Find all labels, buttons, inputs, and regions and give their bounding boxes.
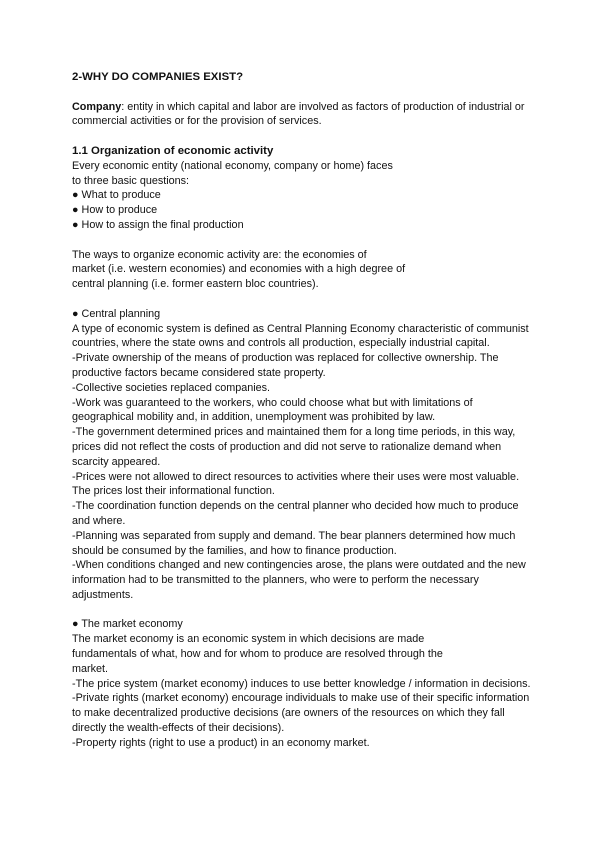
central-planning-paragraph: A type of economic system is defined as Central Planning Economy characteristic of communist countries, where the state owns and controls all production, especially industrial capital.: [72, 322, 529, 350]
bullet-item: ● What to produce: [72, 189, 161, 202]
section-heading-1-1: 1.1 Organization of economic activity: [72, 144, 274, 157]
central-planning-paragraph: -Prices were not allowed to direct resources to activities where their uses were most valuable. The prices lost their informational function.: [72, 470, 520, 498]
central-planning-paragraph: -Planning was separated from supply and demand. The bear planners determined how much should be consumed by the families, and how to finance production.: [72, 529, 516, 557]
central-planning-paragraph: -The coordination function depends on the central planner who decided how much to produce and where.: [72, 500, 519, 527]
central-planning-paragraph: -Collective societies replaced companies.: [72, 381, 271, 394]
section-line: to three basic questions:: [72, 174, 190, 187]
bullet-item: ● How to produce: [72, 204, 158, 217]
document-title: 2-WHY DO COMPANIES EXIST?: [72, 71, 244, 83]
document-page: [72, 70, 534, 751]
company-term: Company: [72, 100, 122, 113]
market-economy-paragraph: -Private rights (market economy) encourage individuals to make use of their specific information to make decentralized productive decisions (are owners of the resources on which they fall directly the wealth-effects of their decisions).: [72, 692, 530, 735]
central-planning-paragraph: -Work was guaranteed to the workers, who could choose what but with limitations of geographical mobility and, in addition, unemployment was prohibited by law.: [72, 396, 473, 424]
market-economy-heading: ● The market economy: [72, 618, 183, 631]
ways-line: central planning (i.e. former eastern bloc countries).: [72, 278, 319, 291]
ways-line: market (i.e. western economies) and economies with a high degree of: [72, 263, 406, 276]
ways-line: The ways to organize economic activity are: the economies of: [72, 248, 367, 261]
market-economy-paragraph: -Property rights (right to use a product) in an economy market.: [72, 736, 370, 749]
section-line: Every economic entity (national economy, company or home) faces: [72, 159, 393, 172]
central-planning-paragraph: -The government determined prices and maintained them for a long time periods, in this way, prices did not reflect the costs of production and did not serve to rationalize demand when scarcity appeared.: [72, 426, 516, 468]
market-intro-line: fundamentals of what, how and for whom to produce are resolved through the: [72, 648, 443, 661]
market-economy-paragraph: -The price system (market economy) induces to use better knowledge / information in decisions.: [72, 677, 531, 690]
company-definition: [72, 100, 534, 130]
central-planning-heading: ● Central planning: [72, 307, 161, 320]
company-definition-text: : entity in which capital and labor are involved as factors of production of industrial or commercial activities or for the provision of services.: [72, 100, 525, 128]
market-intro-line: market.: [72, 662, 108, 675]
central-planning-paragraph: -When conditions changed and new contingencies arose, the plans were outdated and the new information had to be transmitted to the planners, who were to perform the necessary adjustments.: [72, 559, 526, 601]
central-planning-paragraph: -Private ownership of the means of production was replaced for collective ownership. The productive factors became considered state property.: [72, 352, 499, 379]
market-intro-line: The market economy is an economic system in which decisions are made: [72, 633, 425, 646]
bullet-item: ● How to assign the final production: [72, 218, 244, 231]
